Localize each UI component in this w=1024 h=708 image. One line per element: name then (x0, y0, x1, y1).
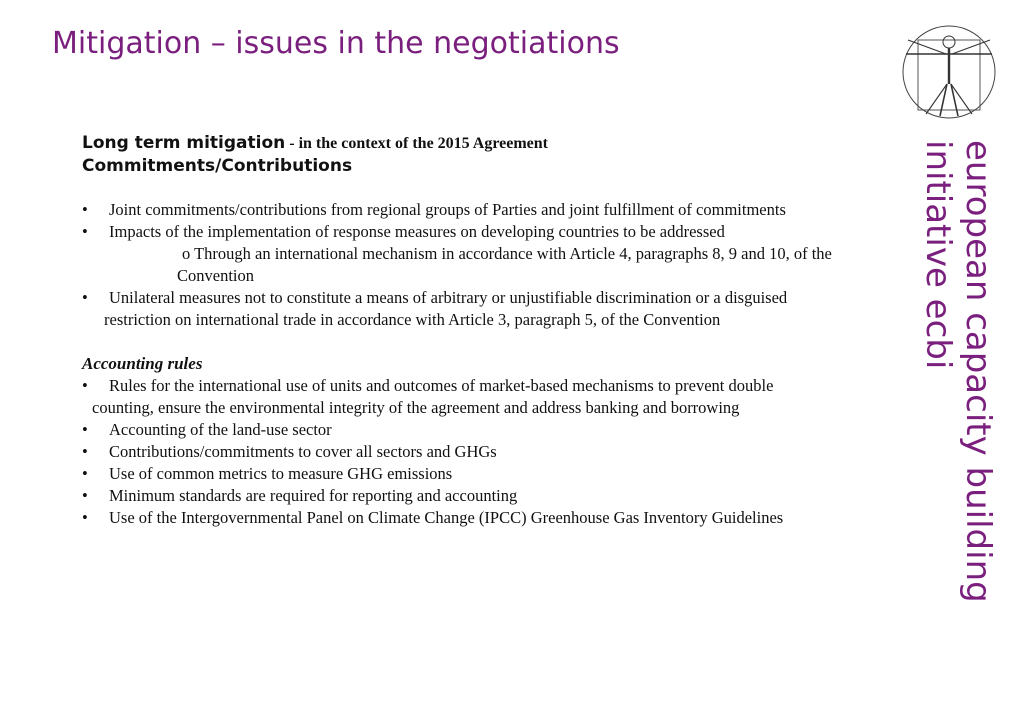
slide-title: Mitigation – issues in the negotiations (52, 26, 620, 61)
brand-line-2: initiative ecbi (918, 140, 958, 370)
slide-body (82, 132, 912, 529)
list-item: • Rules for the international use of units and outcomes of market-based mechanisms to prevent double (82, 375, 912, 397)
list-item: • Accounting of the land-use sector (82, 419, 912, 441)
list-item: • Use of common metrics to measure GHG emissions (82, 463, 912, 485)
sub-list-item-continuation: Convention (177, 266, 254, 285)
section-subheading: Commitments/Contributions (82, 156, 353, 176)
list-item: • Impacts of the implementation of response measures on developing countries to be addressed (82, 221, 912, 243)
brand-line-1: european capacity building (958, 140, 998, 603)
list-item-continuation: restriction on international trade in accordance with Article 3, paragraph 5, of the Convention (104, 310, 721, 329)
section-heading-main: Long term mitigation (82, 133, 286, 153)
brand-vertical-text (918, 140, 998, 603)
list-item: • Use of the Intergovernmental Panel on Climate Change (IPCC) Greenhouse Gas Inventory Guidelines (82, 507, 912, 529)
list-item-continuation: counting, ensure the environmental integrity of the agreement and address banking and borrowing (92, 398, 740, 417)
list-item: • Contributions/commitments to cover all sectors and GHGs (82, 441, 912, 463)
list-item: • Unilateral measures not to constitute a means of arbitrary or unjustifiable discrimination or a disguised (82, 287, 912, 309)
sub-list-item: o Through an international mechanism in accordance with Article 4, paragraphs 8, 9 and 10, of the (182, 244, 832, 263)
vitruvian-man-logo (898, 18, 1000, 122)
section-heading-suffix: - in the context of the 2015 Agreement (285, 135, 549, 152)
list-item: • Joint commitments/contributions from regional groups of Parties and joint fulfillment of commitments (82, 199, 912, 221)
section-heading (82, 132, 912, 155)
accounting-rules-heading: Accounting rules (82, 354, 203, 373)
list-item: • Minimum standards are required for reporting and accounting (82, 485, 912, 507)
